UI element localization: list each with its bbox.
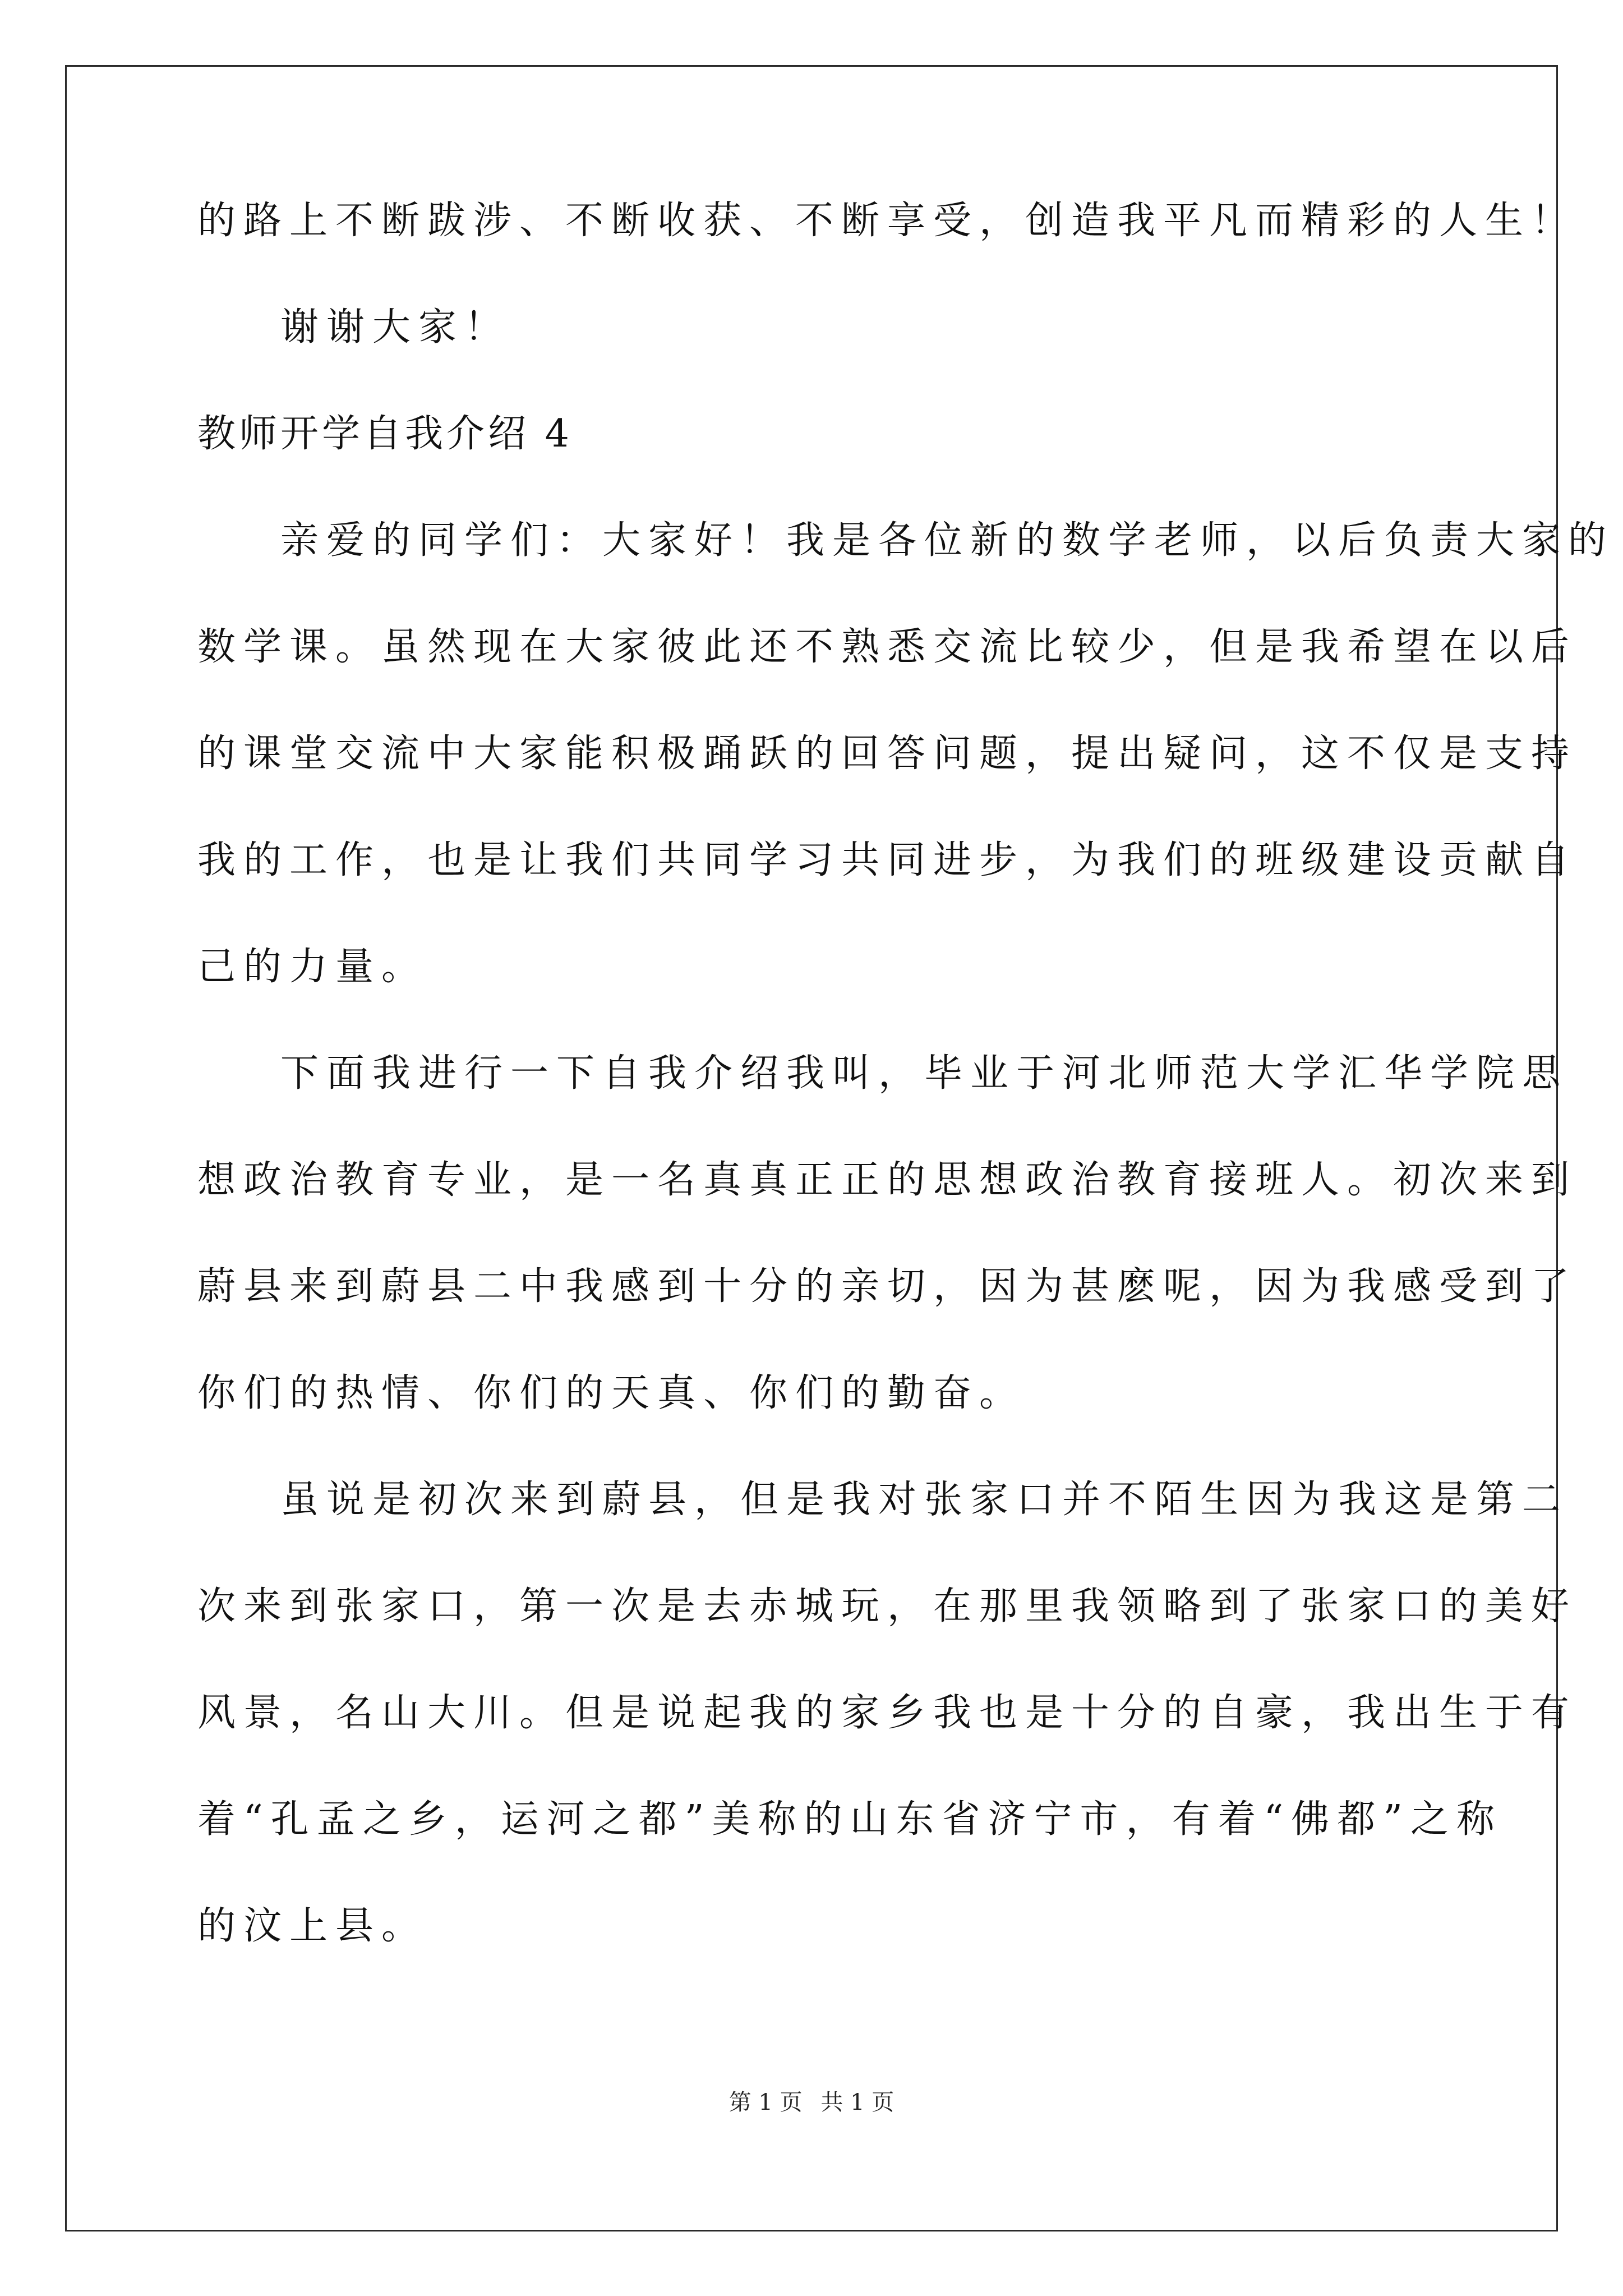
paragraph-line: 的汶上县。 xyxy=(197,1904,428,1948)
paragraph-line: 着“孔孟之乡，运河之都”美称的山东省济宁市，有着“佛都”之称 xyxy=(197,1797,1503,1842)
paragraph-line: 下面我进行一下自我介绍我叫，毕业于河北师范大学汇华学院思 xyxy=(280,1051,1569,1096)
paragraph-line: 的课堂交流中大家能积极踊跃的回答问题，提出疑问，这不仅是支持 xyxy=(197,731,1578,776)
paragraph-line: 数学课。虽然现在大家彼此还不熟悉交流比较少，但是我希望在以后 xyxy=(197,625,1578,669)
paragraph-line: 亲爱的同学们：大家好！我是各位新的数学老师，以后负责大家的 xyxy=(280,518,1615,563)
paragraph-line: 想政治教育专业，是一名真真正正的思想政治教育接班人。初次来到 xyxy=(197,1158,1578,1202)
text-line: 谢谢大家！ xyxy=(280,305,511,349)
paragraph-line: 蔚县来到蔚县二中我感到十分的亲切，因为甚麽呢，因为我感受到了 xyxy=(197,1264,1578,1309)
paragraph-line: 虽说是初次来到蔚县，但是我对张家口并不陌生因为我这是第二 xyxy=(280,1478,1569,1522)
text-line: 的路上不断跋涉、不断收获、不断享受，创造我平凡而精彩的人生！ xyxy=(197,199,1578,243)
page-total: 共 1 页 xyxy=(820,2090,895,2115)
paragraph-line: 你们的热情、你们的天真、你们的勤奋。 xyxy=(197,1371,1026,1415)
paragraph-line: 风景，名山大川。但是说起我的家乡我也是十分的自豪，我出生于有 xyxy=(197,1691,1578,1735)
page-footer xyxy=(0,2091,1623,2114)
paragraph-line: 次来到张家口，第一次是去赤城玩，在那里我领略到了张家口的美好 xyxy=(197,1584,1578,1628)
paragraph-line: 我的工作，也是让我们共同学习共同进步，为我们的班级建设贡献自 xyxy=(197,838,1578,882)
paragraph-line: 己的力量。 xyxy=(197,945,428,989)
section-title: 教师开学自我介绍 4 xyxy=(197,412,573,456)
page-number: 第 1 页 xyxy=(728,2090,803,2115)
